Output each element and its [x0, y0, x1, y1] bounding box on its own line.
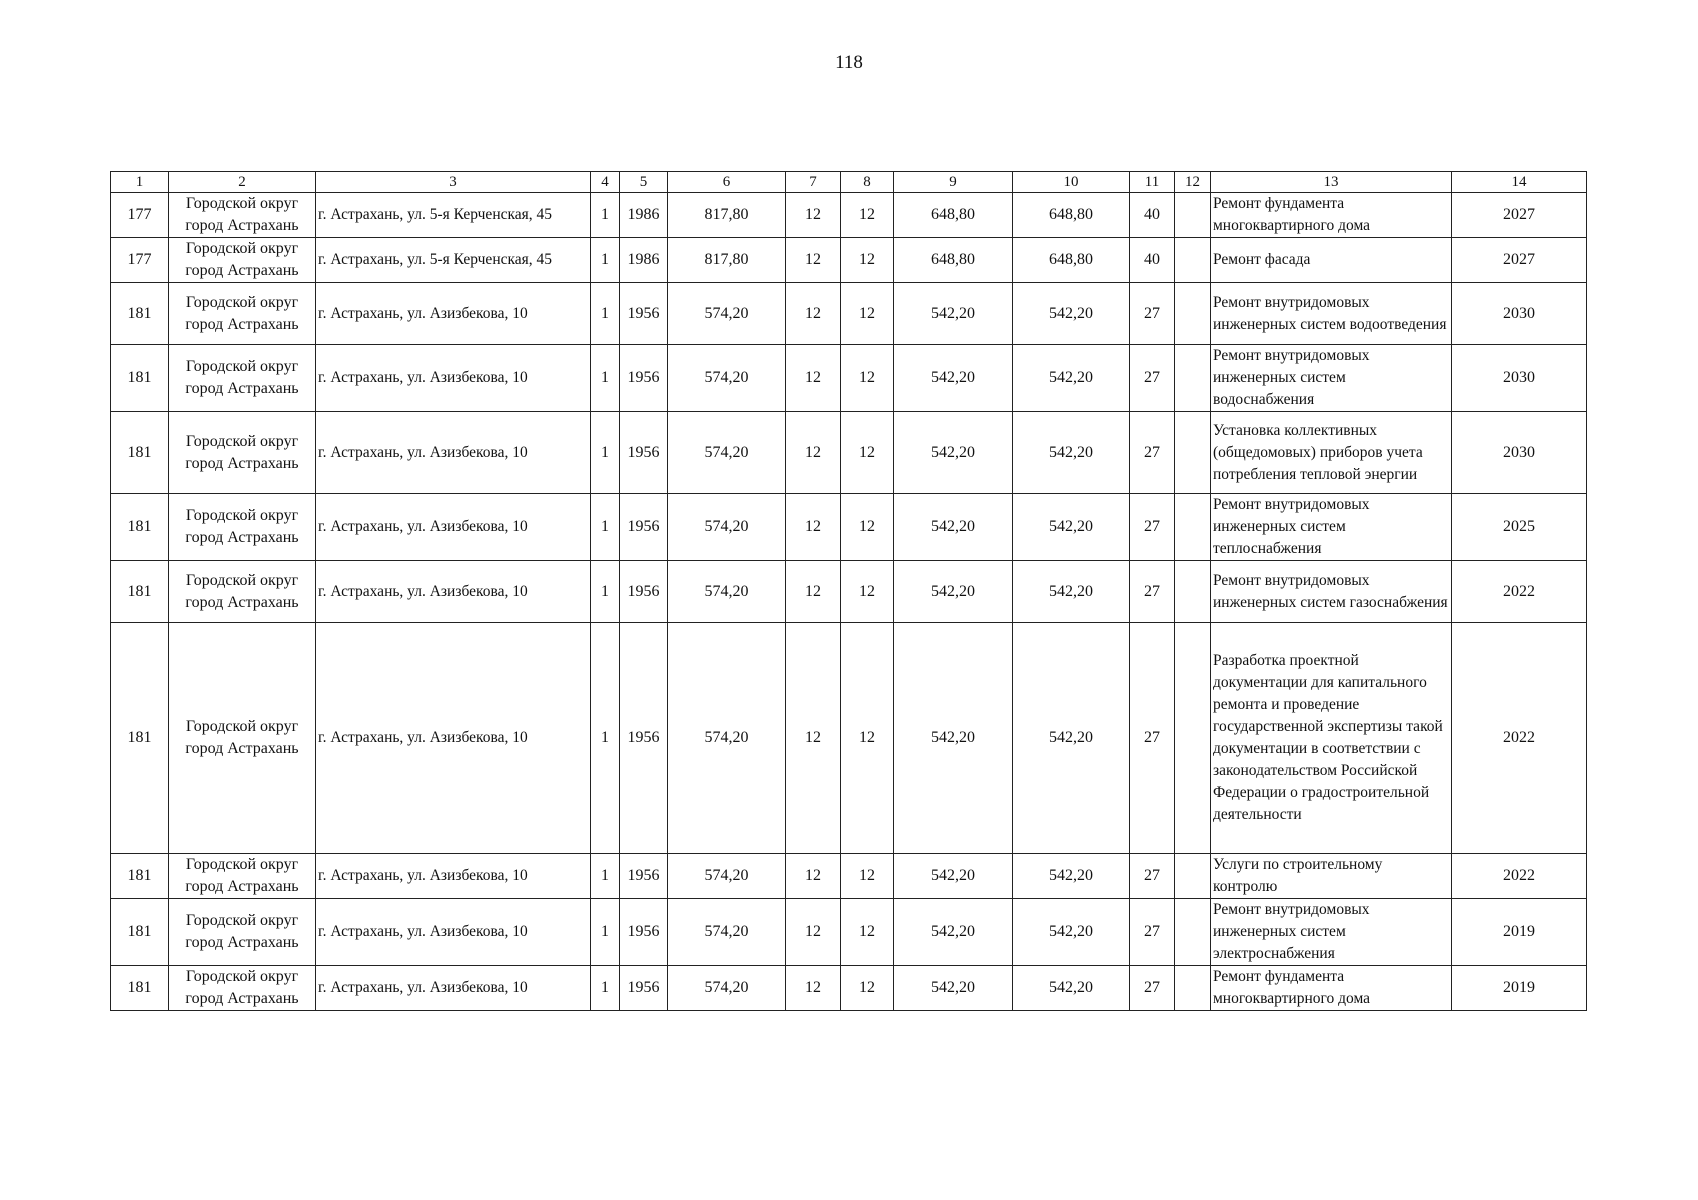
table-row	[111, 412, 1587, 494]
value-col-8-cell: 12	[841, 854, 894, 899]
area-col-10-cell: 542,20	[1013, 412, 1130, 494]
column-number-cell: 13	[1211, 172, 1452, 193]
municipality-cell: Городской округ город Астрахань	[169, 561, 316, 623]
work-type-cell: Услуги по строительному контролю	[1211, 854, 1452, 899]
address-cell: г. Астрахань, ул. 5-я Керченская, 45	[316, 193, 591, 238]
column-number-cell: 9	[894, 172, 1013, 193]
value-col-12-cell	[1175, 283, 1211, 345]
planned-year-cell: 2030	[1452, 345, 1587, 412]
total-area-cell: 574,20	[668, 412, 786, 494]
total-area-cell: 817,80	[668, 193, 786, 238]
area-col-9-cell: 542,20	[894, 561, 1013, 623]
planned-year-cell: 2022	[1452, 623, 1587, 854]
value-col-4-cell: 1	[591, 494, 620, 561]
total-area-cell: 574,20	[668, 283, 786, 345]
work-type-cell: Ремонт фасада	[1211, 238, 1452, 283]
address-cell: г. Астрахань, ул. Азизбекова, 10	[316, 966, 591, 1011]
table-row	[111, 623, 1587, 854]
value-col-4-cell: 1	[591, 238, 620, 283]
value-col-12-cell	[1175, 193, 1211, 238]
object-number-cell: 181	[111, 854, 169, 899]
value-col-4-cell: 1	[591, 561, 620, 623]
total-area-cell: 574,20	[668, 966, 786, 1011]
value-col-12-cell	[1175, 623, 1211, 854]
area-col-10-cell: 648,80	[1013, 193, 1130, 238]
work-type-cell: Ремонт внутридомовых инженерных систем водоотведения	[1211, 283, 1452, 345]
total-area-cell: 574,20	[668, 561, 786, 623]
value-col-4-cell: 1	[591, 283, 620, 345]
value-col-7-cell: 12	[786, 623, 841, 854]
value-col-12-cell	[1175, 854, 1211, 899]
planned-year-cell: 2027	[1452, 238, 1587, 283]
table-row	[111, 494, 1587, 561]
year-built-cell: 1956	[620, 623, 668, 854]
total-area-cell: 574,20	[668, 345, 786, 412]
area-col-9-cell: 542,20	[894, 854, 1013, 899]
value-col-8-cell: 12	[841, 238, 894, 283]
address-cell: г. Астрахань, ул. Азизбекова, 10	[316, 854, 591, 899]
value-col-8-cell: 12	[841, 193, 894, 238]
value-col-11-cell: 27	[1130, 412, 1175, 494]
address-cell: г. Астрахань, ул. 5-я Керченская, 45	[316, 238, 591, 283]
value-col-7-cell: 12	[786, 238, 841, 283]
value-col-4-cell: 1	[591, 899, 620, 966]
planned-year-cell: 2022	[1452, 854, 1587, 899]
table-row	[111, 238, 1587, 283]
municipality-cell: Городской округ город Астрахань	[169, 238, 316, 283]
object-number-cell: 181	[111, 345, 169, 412]
column-number-cell: 11	[1130, 172, 1175, 193]
table-row	[111, 561, 1587, 623]
table-row	[111, 899, 1587, 966]
column-number-cell: 12	[1175, 172, 1211, 193]
planned-year-cell: 2025	[1452, 494, 1587, 561]
municipality-cell: Городской округ город Астрахань	[169, 283, 316, 345]
planned-year-cell: 2030	[1452, 283, 1587, 345]
column-number-cell: 3	[316, 172, 591, 193]
year-built-cell: 1986	[620, 193, 668, 238]
object-number-cell: 181	[111, 412, 169, 494]
value-col-12-cell	[1175, 966, 1211, 1011]
planned-year-cell: 2019	[1452, 899, 1587, 966]
address-cell: г. Астрахань, ул. Азизбекова, 10	[316, 345, 591, 412]
work-type-cell: Установка коллективных (общедомовых) приборов учета потребления тепловой энергии	[1211, 412, 1452, 494]
column-number-cell: 5	[620, 172, 668, 193]
value-col-8-cell: 12	[841, 283, 894, 345]
object-number-cell: 177	[111, 193, 169, 238]
year-built-cell: 1956	[620, 345, 668, 412]
column-number-row	[111, 172, 1587, 193]
address-cell: г. Астрахань, ул. Азизбекова, 10	[316, 494, 591, 561]
municipality-cell: Городской округ город Астрахань	[169, 193, 316, 238]
column-number-cell: 2	[169, 172, 316, 193]
area-col-9-cell: 542,20	[894, 966, 1013, 1011]
area-col-10-cell: 542,20	[1013, 899, 1130, 966]
municipality-cell: Городской округ город Астрахань	[169, 412, 316, 494]
object-number-cell: 181	[111, 561, 169, 623]
value-col-11-cell: 40	[1130, 238, 1175, 283]
planned-year-cell: 2022	[1452, 561, 1587, 623]
value-col-8-cell: 12	[841, 623, 894, 854]
value-col-7-cell: 12	[786, 561, 841, 623]
planned-year-cell: 2019	[1452, 966, 1587, 1011]
work-type-cell: Ремонт внутридомовых инженерных систем водоснабжения	[1211, 345, 1452, 412]
value-col-7-cell: 12	[786, 412, 841, 494]
object-number-cell: 181	[111, 966, 169, 1011]
value-col-11-cell: 27	[1130, 283, 1175, 345]
address-cell: г. Астрахань, ул. Азизбекова, 10	[316, 623, 591, 854]
year-built-cell: 1956	[620, 561, 668, 623]
year-built-cell: 1956	[620, 412, 668, 494]
value-col-7-cell: 12	[786, 345, 841, 412]
object-number-cell: 181	[111, 623, 169, 854]
value-col-7-cell: 12	[786, 494, 841, 561]
table-row	[111, 283, 1587, 345]
value-col-11-cell: 27	[1130, 561, 1175, 623]
value-col-7-cell: 12	[786, 854, 841, 899]
value-col-12-cell	[1175, 412, 1211, 494]
value-col-11-cell: 27	[1130, 854, 1175, 899]
planned-year-cell: 2027	[1452, 193, 1587, 238]
value-col-8-cell: 12	[841, 412, 894, 494]
work-type-cell: Ремонт фундамента многоквартирного дома	[1211, 966, 1452, 1011]
area-col-9-cell: 648,80	[894, 193, 1013, 238]
year-built-cell: 1956	[620, 899, 668, 966]
address-cell: г. Астрахань, ул. Азизбекова, 10	[316, 899, 591, 966]
area-col-9-cell: 648,80	[894, 238, 1013, 283]
year-built-cell: 1956	[620, 966, 668, 1011]
value-col-12-cell	[1175, 345, 1211, 412]
page-number: 118	[835, 52, 863, 73]
municipality-cell: Городской округ город Астрахань	[169, 345, 316, 412]
value-col-7-cell: 12	[786, 193, 841, 238]
value-col-11-cell: 27	[1130, 899, 1175, 966]
area-col-9-cell: 542,20	[894, 412, 1013, 494]
object-number-cell: 181	[111, 494, 169, 561]
area-col-10-cell: 542,20	[1013, 623, 1130, 854]
value-col-12-cell	[1175, 238, 1211, 283]
value-col-11-cell: 27	[1130, 345, 1175, 412]
area-col-10-cell: 542,20	[1013, 494, 1130, 561]
value-col-12-cell	[1175, 494, 1211, 561]
municipality-cell: Городской округ город Астрахань	[169, 494, 316, 561]
capital-repair-table	[110, 171, 1587, 1011]
work-type-cell: Ремонт внутридомовых инженерных систем теплоснабжения	[1211, 494, 1452, 561]
value-col-8-cell: 12	[841, 494, 894, 561]
year-built-cell: 1956	[620, 494, 668, 561]
value-col-11-cell: 27	[1130, 623, 1175, 854]
value-col-4-cell: 1	[591, 966, 620, 1011]
area-col-9-cell: 542,20	[894, 283, 1013, 345]
area-col-9-cell: 542,20	[894, 345, 1013, 412]
municipality-cell: Городской округ город Астрахань	[169, 623, 316, 854]
value-col-8-cell: 12	[841, 899, 894, 966]
object-number-cell: 181	[111, 283, 169, 345]
total-area-cell: 574,20	[668, 854, 786, 899]
value-col-8-cell: 12	[841, 345, 894, 412]
value-col-7-cell: 12	[786, 899, 841, 966]
column-number-cell: 4	[591, 172, 620, 193]
table-row	[111, 345, 1587, 412]
column-number-cell: 1	[111, 172, 169, 193]
column-number-cell: 6	[668, 172, 786, 193]
area-col-10-cell: 542,20	[1013, 283, 1130, 345]
column-number-cell: 10	[1013, 172, 1130, 193]
area-col-10-cell: 648,80	[1013, 238, 1130, 283]
value-col-7-cell: 12	[786, 966, 841, 1011]
table-row	[111, 854, 1587, 899]
work-type-cell: Ремонт внутридомовых инженерных систем электроснабжения	[1211, 899, 1452, 966]
area-col-10-cell: 542,20	[1013, 854, 1130, 899]
work-type-cell: Ремонт фундамента многоквартирного дома	[1211, 193, 1452, 238]
address-cell: г. Астрахань, ул. Азизбекова, 10	[316, 412, 591, 494]
value-col-4-cell: 1	[591, 412, 620, 494]
value-col-7-cell: 12	[786, 283, 841, 345]
table-row	[111, 966, 1587, 1011]
value-col-8-cell: 12	[841, 561, 894, 623]
value-col-11-cell: 40	[1130, 193, 1175, 238]
column-number-cell: 14	[1452, 172, 1587, 193]
value-col-11-cell: 27	[1130, 494, 1175, 561]
object-number-cell: 177	[111, 238, 169, 283]
address-cell: г. Астрахань, ул. Азизбекова, 10	[316, 561, 591, 623]
total-area-cell: 574,20	[668, 899, 786, 966]
area-col-9-cell: 542,20	[894, 623, 1013, 854]
municipality-cell: Городской округ город Астрахань	[169, 854, 316, 899]
value-col-4-cell: 1	[591, 345, 620, 412]
total-area-cell: 574,20	[668, 623, 786, 854]
address-cell: г. Астрахань, ул. Азизбекова, 10	[316, 283, 591, 345]
work-type-cell: Ремонт внутридомовых инженерных систем газоснабжения	[1211, 561, 1452, 623]
area-col-10-cell: 542,20	[1013, 561, 1130, 623]
area-col-10-cell: 542,20	[1013, 345, 1130, 412]
area-col-9-cell: 542,20	[894, 494, 1013, 561]
planned-year-cell: 2030	[1452, 412, 1587, 494]
value-col-8-cell: 12	[841, 966, 894, 1011]
value-col-11-cell: 27	[1130, 966, 1175, 1011]
value-col-12-cell	[1175, 561, 1211, 623]
value-col-4-cell: 1	[591, 854, 620, 899]
area-col-10-cell: 542,20	[1013, 966, 1130, 1011]
value-col-4-cell: 1	[591, 623, 620, 854]
year-built-cell: 1956	[620, 283, 668, 345]
year-built-cell: 1956	[620, 854, 668, 899]
column-number-cell: 8	[841, 172, 894, 193]
total-area-cell: 574,20	[668, 494, 786, 561]
work-type-cell: Разработка проектной документации для капитального ремонта и проведение государственной экспертизы такой документации в соответствии с законодательством Российской Федерации о градостроительной деятельности	[1211, 623, 1452, 854]
total-area-cell: 817,80	[668, 238, 786, 283]
municipality-cell: Городской округ город Астрахань	[169, 966, 316, 1011]
area-col-9-cell: 542,20	[894, 899, 1013, 966]
year-built-cell: 1986	[620, 238, 668, 283]
value-col-4-cell: 1	[591, 193, 620, 238]
object-number-cell: 181	[111, 899, 169, 966]
value-col-12-cell	[1175, 899, 1211, 966]
column-number-cell: 7	[786, 172, 841, 193]
municipality-cell: Городской округ город Астрахань	[169, 899, 316, 966]
table-row	[111, 193, 1587, 238]
